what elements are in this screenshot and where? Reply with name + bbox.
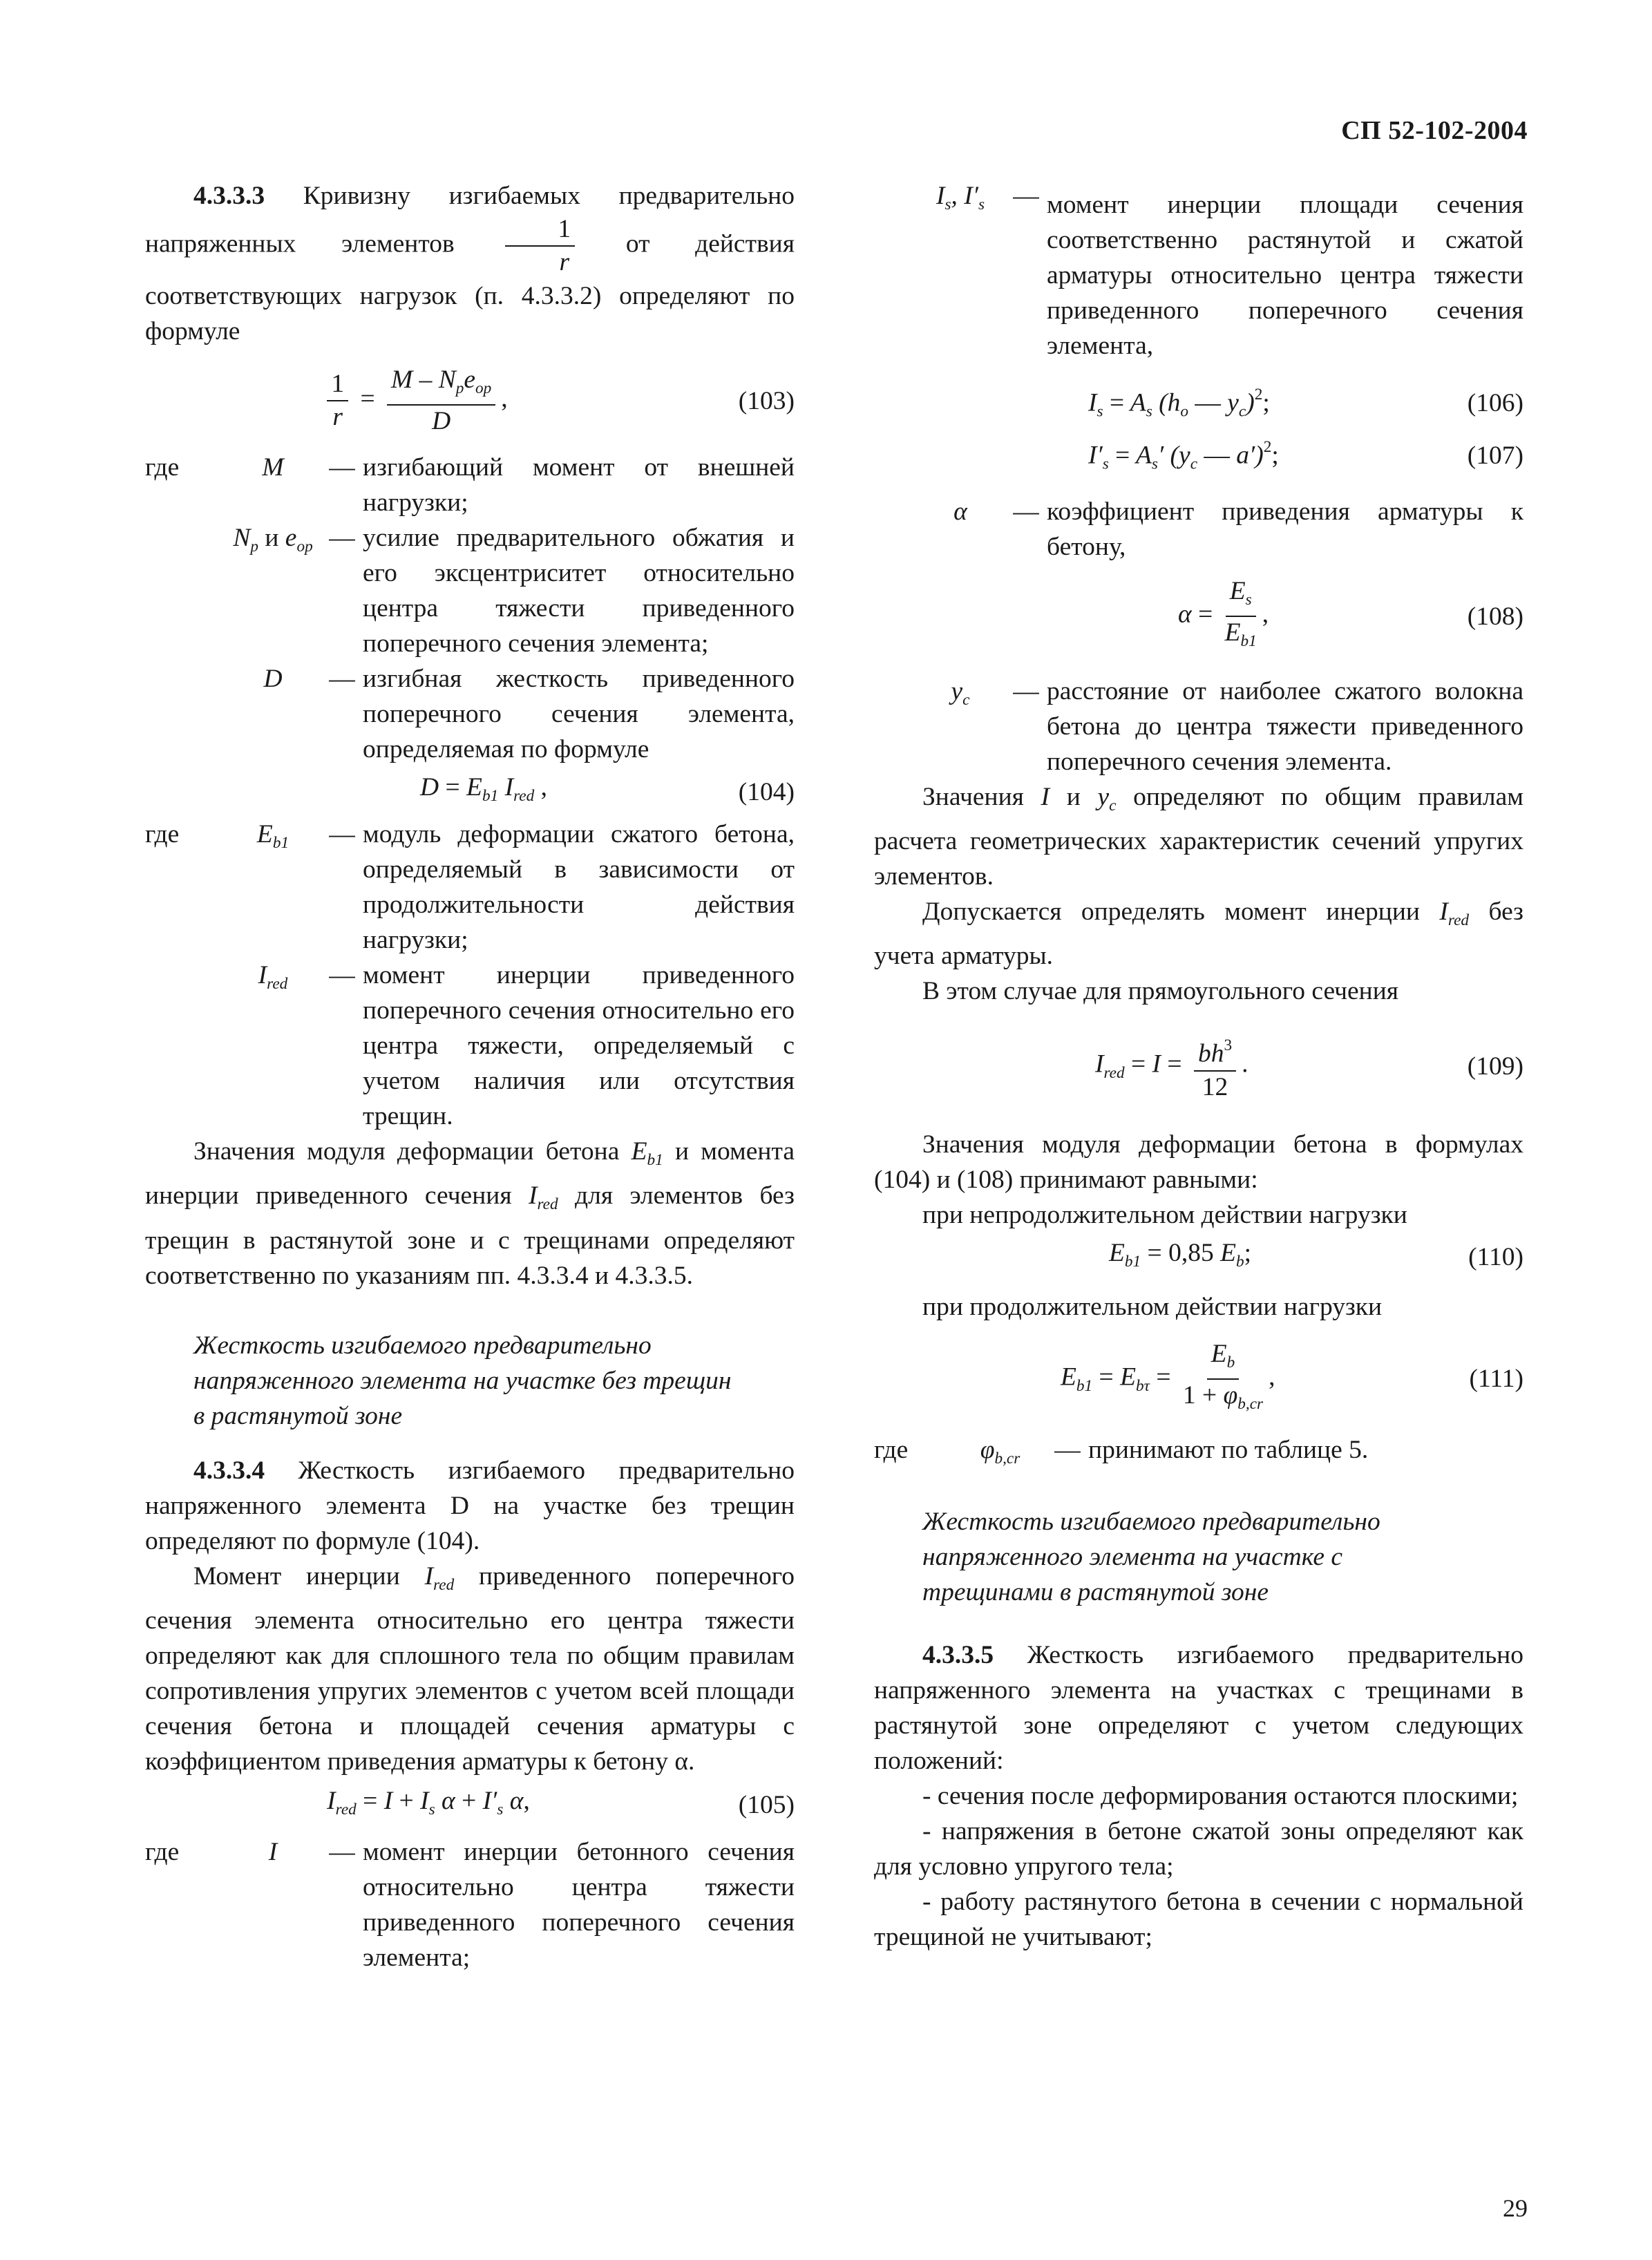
text: Кривизну изгибаемых предварительно напряженных элементов xyxy=(145,182,795,258)
formula-105 xyxy=(145,1783,795,1827)
frac-num: 1 xyxy=(505,213,575,247)
dash: — xyxy=(1054,1436,1081,1465)
formula-body: $I_{red} = I + I_s$ $\alpha + I'_s$ α, xyxy=(327,1786,530,1819)
text: и xyxy=(1050,783,1098,812)
definition-Ired xyxy=(145,958,795,1134)
text: и момента инерции приведенного сечения xyxy=(145,1137,795,1210)
short-load-text: при непродолжительном действии нагрузки xyxy=(922,1200,1407,1229)
definition-phi xyxy=(874,1432,1523,1476)
dash: — xyxy=(329,665,355,694)
symbol: $E_{b1}$ xyxy=(256,820,289,853)
definition-I xyxy=(145,1834,795,1975)
fraction-1-over-r xyxy=(505,213,575,278)
dash: — xyxy=(329,961,355,990)
paragraph-rect: В этом случае для прямоугольного сечения xyxy=(922,977,1399,1006)
section-heading-cracks: Жесткость изгибаемого предварительно напряженного элемента на участке с трещинами в растянутой зоне xyxy=(922,1508,1380,1607)
dash: — xyxy=(1013,497,1039,526)
paragraph-allow: Допускается определять момент инерции $I_{red}$ без учета арматуры. xyxy=(874,898,1523,971)
paragraph-modulus: Значения модуля деформации бетона в формулах (104) и (108) принимают равными: xyxy=(874,1130,1523,1194)
text: Жесткость изгибаемого предварительно напряженного элемента D на участке без трещин определяют по формуле (104). xyxy=(145,1456,795,1555)
formula-number: (111) xyxy=(1469,1365,1523,1394)
formula-number: (106) xyxy=(1467,389,1523,418)
paragraph-values: Значения модуля деформации бетона $E_{b1}$ и момента инерции приведенного сечения $I_{red}$ для элементов без трещин в растянутой зоне и с трещинами определяют соответственно по указаниям пп. 4.3.3.4 и 4.3.3.5. xyxy=(145,1137,795,1290)
symbol: $I_{red}$ xyxy=(258,961,288,994)
formula-body: $I_s = A_s$ ($h_o$ — $y_c)^2$; xyxy=(1088,386,1270,421)
definition-text: модуль деформации сжатого бетона, определяемый в зависимости от продолжительности действия нагрузки; xyxy=(363,820,795,955)
symbol: I xyxy=(268,1837,278,1866)
formula-body: α = $\frac{E_s}{E_{b1}}$ , xyxy=(1178,576,1269,651)
symbol: $I_s$, $I'_s$ xyxy=(936,182,985,214)
symbol: D xyxy=(263,665,283,694)
symbol: $N_p$ и $e_{op}$ xyxy=(233,524,313,556)
definition-Np-eop xyxy=(145,520,795,661)
dash: — xyxy=(329,1837,355,1866)
frac-den: r xyxy=(559,248,570,276)
section-heading-no-cracks: Жесткость изгибаемого предварительно напряженного элемента на участке без трещин в растянутой зоне xyxy=(193,1331,732,1430)
bullet-item: - сечения после деформирования остаются плоскими; xyxy=(922,1782,1519,1811)
where-label: где xyxy=(145,820,180,849)
page-number: 29 xyxy=(1503,2194,1528,2222)
formula-body: $I_{red} = I$ = $\frac{bh^3}{12}$ . xyxy=(874,1029,1413,1103)
text: определяют по общим правилам расчета геометрических характеристик сечений упругих элементов. xyxy=(874,783,1523,891)
definition-text: момент инерции приведенного поперечного сечения относительно его центра тяжести, определяемый с учетом наличия или отсутствия трещин. xyxy=(363,961,795,1131)
formula-number: (107) xyxy=(1467,441,1523,470)
formula-number: (108) xyxy=(1467,602,1523,631)
definition-text: изгибная жесткость приведенного поперечного сечения элемента, определяемая по формуле xyxy=(363,665,795,764)
symbol: α xyxy=(953,497,967,526)
where-label: где xyxy=(145,453,180,482)
paragraph-moment: Момент инерции $I_{red}$ приведенного поперечного сечения элемента относительно его центра тяжести определяют как для сплошного тела по общим правилам сопротивления упругих элементов с учетом всей площади сечения бетона и площадей сечения арматуры с коэффициентом приведения арматуры к бетону α. xyxy=(145,1561,795,1776)
formula-number: (104) xyxy=(738,777,795,806)
clause-number: 4.3.3.5 xyxy=(922,1641,994,1670)
definition-Is-text: момент инерции площади сечения соответственно растянутой и сжатой арматуры относительно центра тяжести приведенного поперечного сечения элемента, xyxy=(1047,191,1523,361)
definition-Eb1 xyxy=(145,817,795,958)
definition-text: изгибающий момент от внешней нагрузки; xyxy=(363,453,795,517)
dash: — xyxy=(1013,677,1039,706)
bullet-item: - работу растянутого бетона в сечении с нормальной трещиной не учитывают; xyxy=(874,1888,1523,1952)
running-header: СП 52-102-2004 xyxy=(1341,116,1528,145)
left-column xyxy=(145,178,795,1975)
symbol: $y_c$ xyxy=(951,677,970,710)
formula-108 xyxy=(874,576,1523,657)
paragraph-values-I: Значения I и $y_c$ определяют по общим правилам расчета геометрических характеристик сечений упругих элементов. xyxy=(874,783,1523,891)
dash: — xyxy=(329,453,355,482)
definition-text: момент инерции бетонного сечения относительно центра тяжести приведенного поперечного сечения элемента; xyxy=(363,1837,795,1972)
text: без учета арматуры. xyxy=(874,898,1523,971)
formula-body: $E_{b1} = E_{b\tau}$ = $\frac{E_b}{1 + \varphi_{b,cr}}$ , xyxy=(1061,1339,1275,1414)
definition-yc xyxy=(874,674,1523,779)
symbol: $\varphi_{b,cr}$ xyxy=(980,1436,1020,1468)
formula-110 xyxy=(874,1235,1523,1280)
paragraph-4-3-3-4 xyxy=(145,1453,795,1559)
formula-103 xyxy=(145,364,795,437)
text: Момент инерции xyxy=(193,1561,425,1590)
bullet-item: - напряжения в бетоне сжатой зоны определяют как для условно упругого тела; xyxy=(874,1817,1523,1881)
text: Допускается определять момент инерции xyxy=(922,898,1440,927)
definition-M xyxy=(145,450,795,520)
formula-body: $D = E_{b1}$ $I_{red}$ , xyxy=(420,773,547,806)
formula-109 xyxy=(874,1029,1523,1103)
symbol: M xyxy=(262,453,284,482)
paragraph-4-3-3-5 xyxy=(874,1637,1523,1778)
dash: — xyxy=(329,820,355,849)
formula-104 xyxy=(145,770,795,814)
formula-number: (110) xyxy=(1468,1243,1523,1272)
definition-text: принимают по таблице 5. xyxy=(1088,1436,1369,1465)
where-label: где xyxy=(145,1837,180,1866)
text: для элементов без трещин в растянутой зоне и с трещинами определяют соответственно по указаниям пп. 4.3.3.4 и 4.3.3.5. xyxy=(145,1181,795,1290)
formula-body: $\frac{1}{r}$ = $\frac{M - N_pe_{op}}{D}$ , xyxy=(145,364,684,437)
paragraph-4-3-3-3 xyxy=(145,178,795,349)
text: Значения модуля деформации бетона xyxy=(193,1137,632,1166)
formula-body: $I'_s = A_s'$ ($y_c$ — a′)$^2$; xyxy=(1088,437,1279,473)
clause-number: 4.3.3.3 xyxy=(193,182,265,210)
long-load-text: при продолжительном действии нагрузки xyxy=(922,1292,1383,1321)
formula-body: $E_{b1} = 0,85$ $E_b$; xyxy=(1109,1238,1252,1271)
definition-text: усилие предварительного обжатия и его эксцентриситет относительно центра тяжести приведенного поперечного сечения элемента; xyxy=(363,524,795,658)
text: от действия соответствующих нагрузок (п. 4.3.3.2) определяют по формуле xyxy=(145,229,795,345)
dash: — xyxy=(329,524,355,553)
definition-D xyxy=(145,661,795,767)
dash: — xyxy=(1013,182,1039,210)
definition-alpha xyxy=(874,494,1523,564)
definition-text: расстояние от наиболее сжатого волокна бетона до центра тяжести приведенного поперечного сечения элемента. xyxy=(1047,677,1523,777)
formula-111 xyxy=(874,1338,1523,1420)
formula-number: (103) xyxy=(738,386,795,415)
formula-107 xyxy=(874,430,1523,482)
text: Значения xyxy=(922,783,1041,812)
where-label: где xyxy=(874,1436,909,1465)
definition-text: коэффициент приведения арматуры к бетону, xyxy=(1047,497,1523,561)
text: Жесткость изгибаемого предварительно напряженного элемента на участках с трещинами в растянутой зоне определяют с учетом следующих положений: xyxy=(874,1641,1523,1776)
clause-number: 4.3.3.4 xyxy=(193,1456,265,1485)
right-column xyxy=(874,178,1523,1955)
formula-number: (105) xyxy=(738,1791,795,1820)
text: приведенного поперечного сечения элемента относительно его центра тяжести определяют как для сплошного тела по общим правилам сопротивления упругих элементов с учетом всей площади сечения бетона и площадей сечения арматуры с коэффициентом приведения арматуры к бетону α. xyxy=(145,1561,795,1776)
formula-number: (109) xyxy=(1467,1052,1523,1081)
formula-106 xyxy=(874,377,1523,429)
